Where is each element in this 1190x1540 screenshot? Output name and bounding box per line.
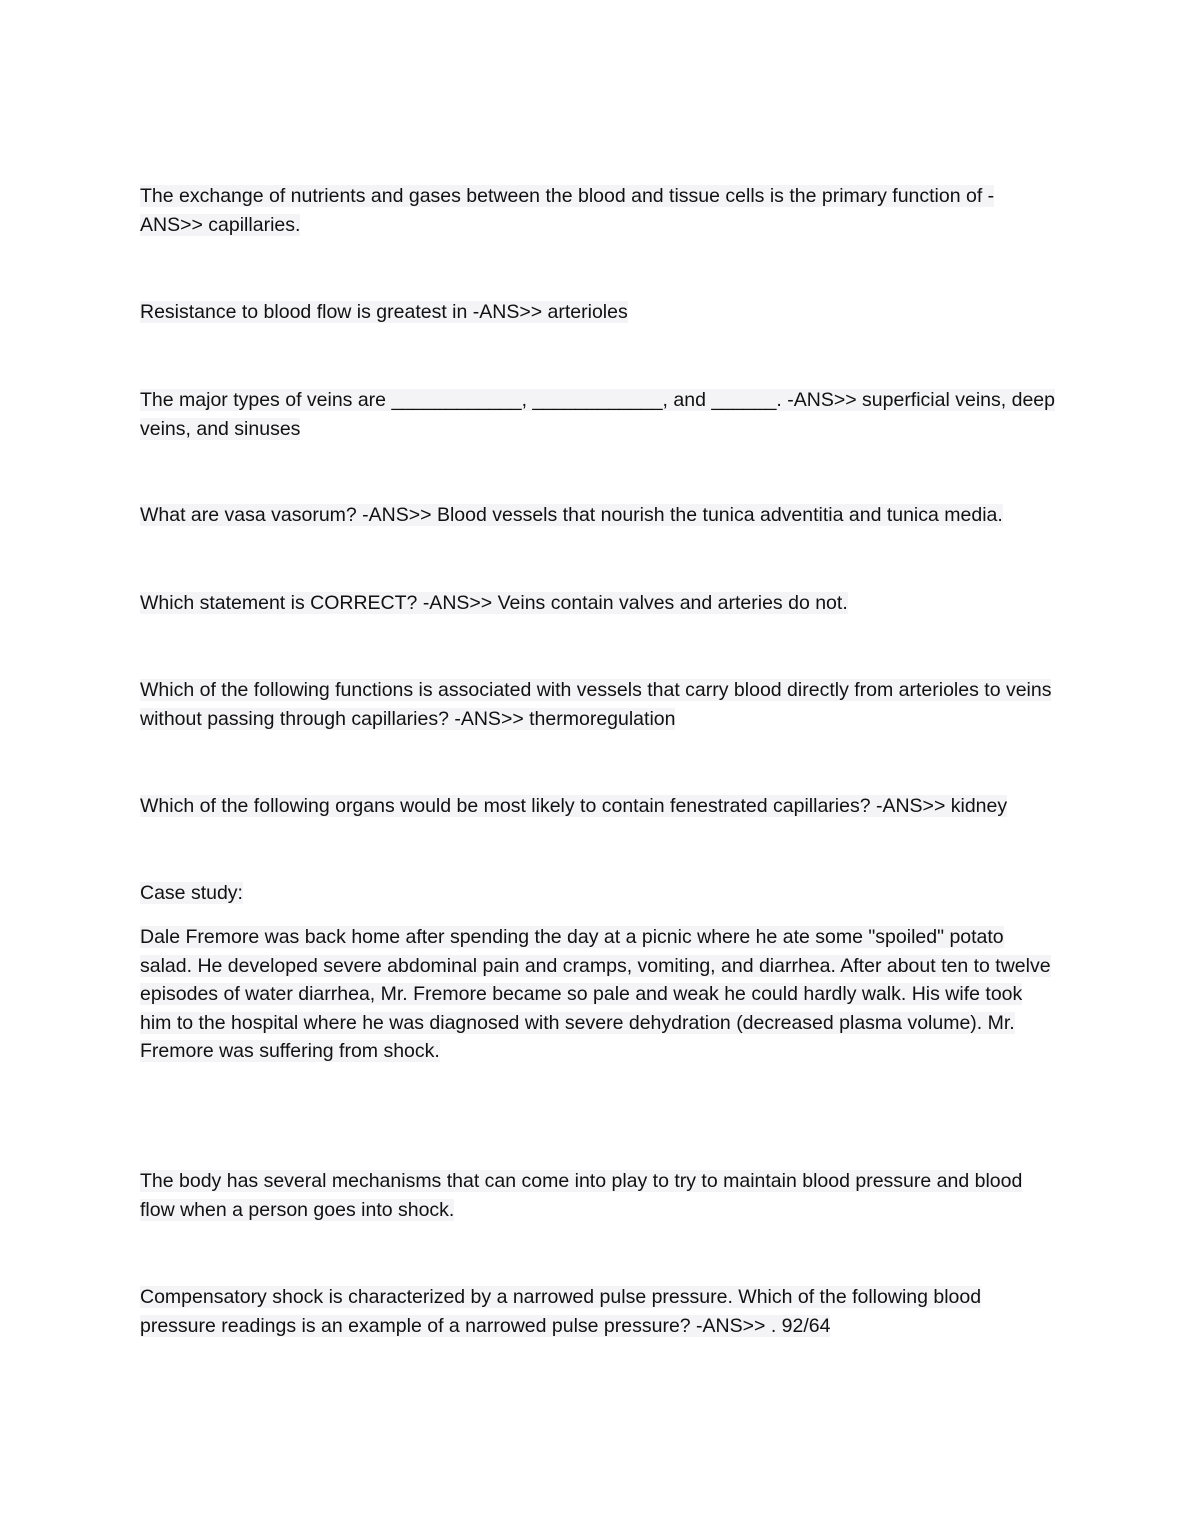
qa-vasa-vasorum [140, 501, 1055, 530]
qa-text: The exchange of nutrients and gases between the blood and tissue cells is the primary function of -ANS>> capillaries. [140, 185, 995, 236]
qa-thermoregulation [140, 676, 1055, 733]
qa-correct-statement [140, 589, 1055, 618]
qa-text: What are vasa vasorum? -ANS>> Blood vessels that nourish the tunica adventitia and tunica media. [140, 504, 1003, 526]
case-study-heading [140, 879, 1055, 908]
qa-capillaries [140, 182, 1055, 239]
qa-fenestrated [140, 792, 1055, 821]
qa-vein-types [140, 386, 1055, 443]
qa-pulse-pressure [140, 1283, 1055, 1340]
heading-text: Case study: [140, 882, 243, 904]
qa-text: Resistance to blood flow is greatest in -ANS>> arterioles [140, 301, 628, 323]
qa-text: The major types of veins are ____________, ____________, and ______. -ANS>> superficial veins, deep veins, and sinuses [140, 389, 1055, 440]
shock-mechanisms [140, 1167, 1055, 1224]
qa-text: Which of the following functions is associated with vessels that carry blood directly from arterioles to veins without passing through capillaries? -ANS>> thermoregulation [140, 679, 1052, 730]
qa-text: Which statement is CORRECT? -ANS>> Veins contain valves and arteries do not. [140, 592, 848, 614]
qa-text: Compensatory shock is characterized by a narrowed pulse pressure. Which of the following blood pressure readings is an example of a narrowed pulse pressure? -ANS>> . 92/64 [140, 1286, 982, 1337]
paragraph-text: The body has several mechanisms that can come into play to try to maintain blood pressure and blood flow when a person goes into shock. [140, 1170, 1023, 1221]
qa-text: Which of the following organs would be most likely to contain fenestrated capillaries? -ANS>> kidney [140, 795, 1008, 817]
paragraph-text: Dale Fremore was back home after spending the day at a picnic where he ate some "spoiled" potato salad. He developed severe abdominal pain and cramps, vomiting, and diarrhea. After about ten to twelve episodes of water diarrhea, Mr. Fremore became so pale and weak he could hardly walk. His wife took him to the hospital where he was diagnosed with severe dehydration (decreased plasma volume). Mr. Fremore was suffering from shock. [140, 926, 1051, 1062]
case-study-body [140, 923, 1055, 1066]
qa-arterioles [140, 298, 1055, 327]
